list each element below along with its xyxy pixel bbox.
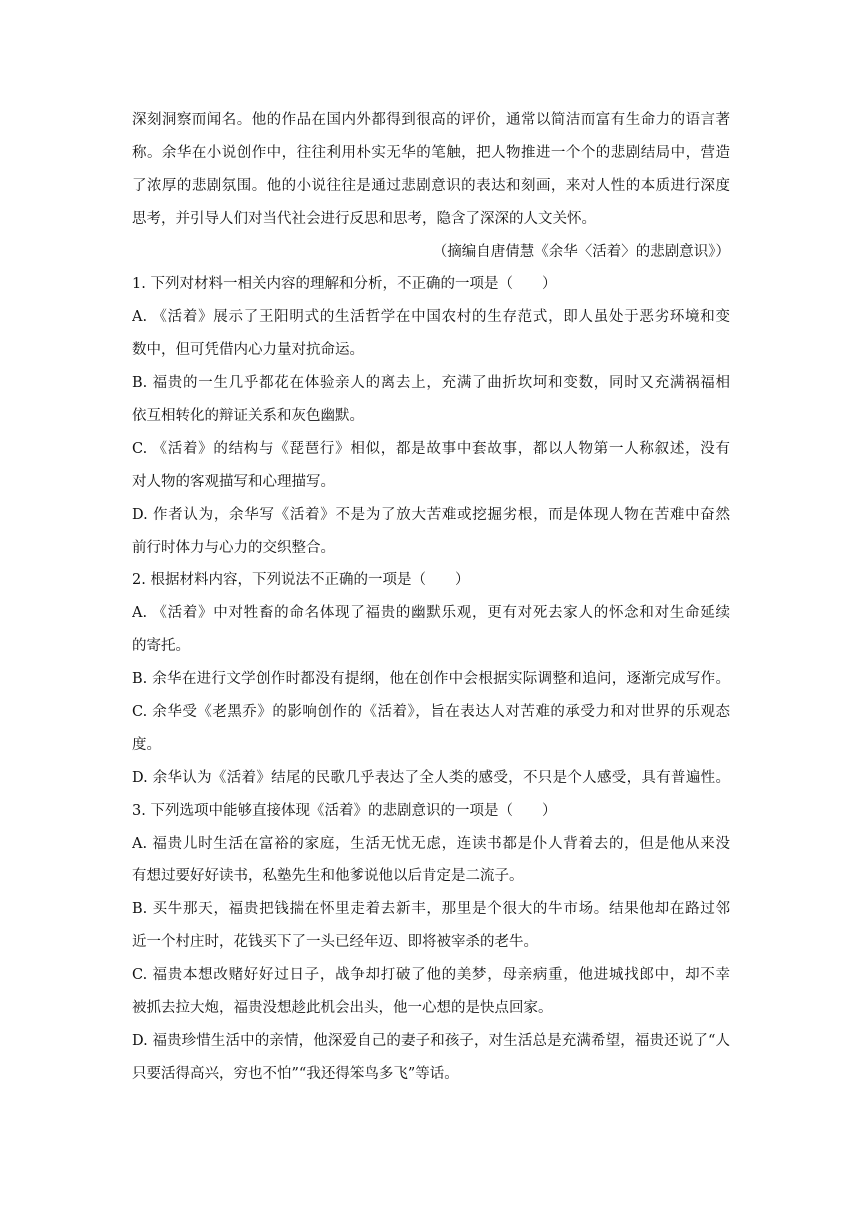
- text-line: 只要活得高兴，穷也不怕”“我还得笨鸟多飞”等话。: [132, 1065, 459, 1082]
- text-line: B. 买牛那天，福贵把钱揣在怀里走着去新丰，那里是个很大的牛市场。结果他却在路过邻: [132, 901, 730, 918]
- text-line: 2. 根据材料内容，下列说法不正确的一项是（ ）: [132, 572, 470, 589]
- text-line: B. 福贵的一生几乎都花在体验亲人的离去上，充满了曲折坎坷和变数，同时又充满祸福相: [132, 375, 730, 392]
- text-line: D. 作者认为，余华写《活着》不是为了放大苦难或挖掘劣根，而是体现人物在苦难中奋然: [132, 506, 730, 523]
- text-line: 数中，但可凭借内心力量对抗命运。: [132, 342, 364, 359]
- text-line: A. 福贵儿时生活在富裕的家庭，生活无忧无虑，连读书都是仆人背着去的，但是他从来没: [132, 835, 730, 852]
- text-line: 近一个村庄时，花钱买下了一头已经年迈、即将被宰杀的老牛。: [132, 934, 538, 951]
- text-line: 深刻洞察而闻名。他的作品在国内外都得到很高的评价，通常以简洁而富有生命力的语言著: [132, 112, 730, 128]
- text-line: D. 余华认为《活着》结尾的民歌几乎表达了全人类的感受，不只是个人感受，具有普遍性。: [132, 769, 730, 786]
- text-line: 前行时体力与心力的交织整合。: [132, 539, 335, 556]
- text-line: B. 余华在进行文学创作时都没有提纲，他在创作中会根据实际调整和追问，逐渐完成写作。: [132, 671, 730, 688]
- text-line: C. 福贵本想改赌好好过日子，战争却打破了他的美梦，母亲病重，他进城找郎中，却不幸: [132, 967, 730, 984]
- text-line: C. 《活着》的结构与《琵琶行》相似，都是故事中套故事，都以人物第一人称叙述，没有: [132, 440, 730, 457]
- text-line: A. 《活着》中对牲畜的命名体现了福贵的幽默乐观，更有对死去家人的怀念和对生命延续: [132, 605, 730, 622]
- document-body: [132, 104, 730, 1091]
- text-line: 了浓厚的悲剧氛围。他的小说往往是通过悲剧意识的表达和刻画，来对人性的本质进行深度: [132, 177, 730, 194]
- text-line: 依互相转化的辩证关系和灰色幽默。: [132, 408, 364, 425]
- text-line: （摘编自唐倩慧《余华〈活着〉的悲剧意识》）: [432, 243, 730, 260]
- text-line: A. 《活着》展示了王阳明式的生活哲学在中国农村的生存范式，即人虽处于恶劣环境和变: [132, 309, 730, 326]
- text-line: 度。: [132, 736, 161, 753]
- text-line: D. 福贵珍惜生活中的亲情，他深爱自己的妻子和孩子，对生活总是充满希望，福贵还说了“人: [132, 1032, 730, 1049]
- text-line: 被抓去拉大炮，福贵没想趁此机会出头，他一心想的是快点回家。: [132, 1000, 553, 1017]
- text-line: 的寄托。: [132, 638, 190, 655]
- text-line: 有想过要好好读书，私塾先生和他爹说他以后肯定是二流子。: [132, 868, 524, 885]
- text-line: C. 余华受《老黑乔》的影响创作的《活着》，旨在表达人对苦难的承受力和对世界的乐观态: [132, 704, 730, 721]
- text-line: 称。余华在小说创作中，往往利用朴实无华的笔触，把人物推进一个个的悲剧结局中，营造: [132, 144, 730, 161]
- text-line: 思考，并引导人们对当代社会进行反思和思考，隐含了深深的人文关怀。: [132, 210, 596, 227]
- text-line: 3. 下列选项中能够直接体现《活着》的悲剧意识的一项是（ ）: [132, 802, 557, 819]
- text-line: 1. 下列对材料一相关内容的理解和分析，不正确的一项是（ ）: [132, 276, 557, 293]
- text-line: 对人物的客观描写和心理描写。: [132, 473, 335, 490]
